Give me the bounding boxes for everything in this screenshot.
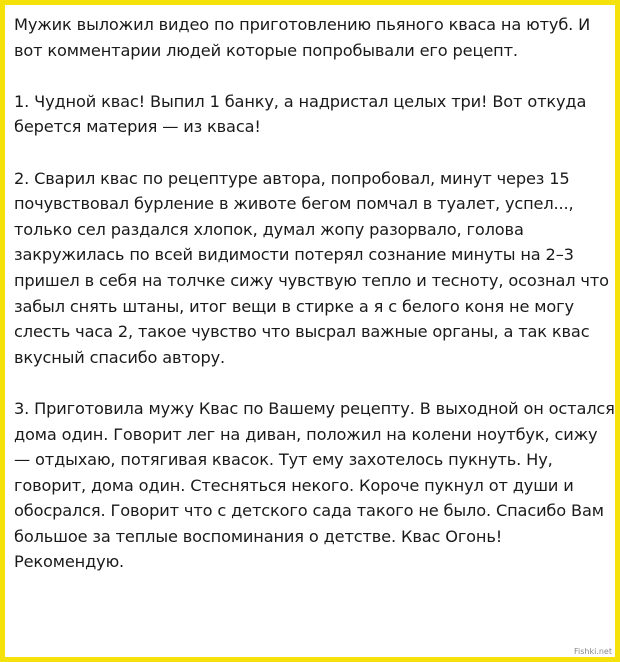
comment-2: 2. Сварил квас по рецептуре автора, попробовал, минут через 15 почувствовал бурление в животе бегом помчал в туалет, успел..., только сел раздался хлопок, думал жопу разорвало, голова закружилась по всей видимости потерял сознание минуты на 2–3 пришел в себя на толчке сижу чувствую тепло и тесноту, осознал что забыл снять штаны, итог вещи в стирке а я с белого коня не могу слесть часа 2, такое чувство что высрал важные органы, а так квас вкусный спасибо автору. xyxy=(14,168,609,367)
intro-paragraph: Мужик выложил видео по приготовлению пьяного кваса на ютуб. И вот комментарии людей которые попробывали его рецепт. xyxy=(14,15,591,60)
comment-1: 1. Чудной квас! Выпил 1 банку, а надристал целых три! Вот откуда берется материя — из кваса! xyxy=(14,91,587,137)
post-text xyxy=(14,12,617,575)
comment-3: 3. Приготовила мужу Квас по Вашему рецепту. В выходной он остался дома один. Говорит лег на диван, положил на колени ноутбук, сижу — отдыхаю, потягивая квасок. Тут ему захотелось пукнуть. Ну, говорит, дома один. Стесняться некого. Короче пукнул от души и обосрался. Говорит что с детского сада такого не было. Спасибо Вам большое за теплые воспоминания о детстве. Квас Огонь! Рекомендую. xyxy=(14,398,615,572)
watermark: Fishki.net xyxy=(573,647,612,656)
